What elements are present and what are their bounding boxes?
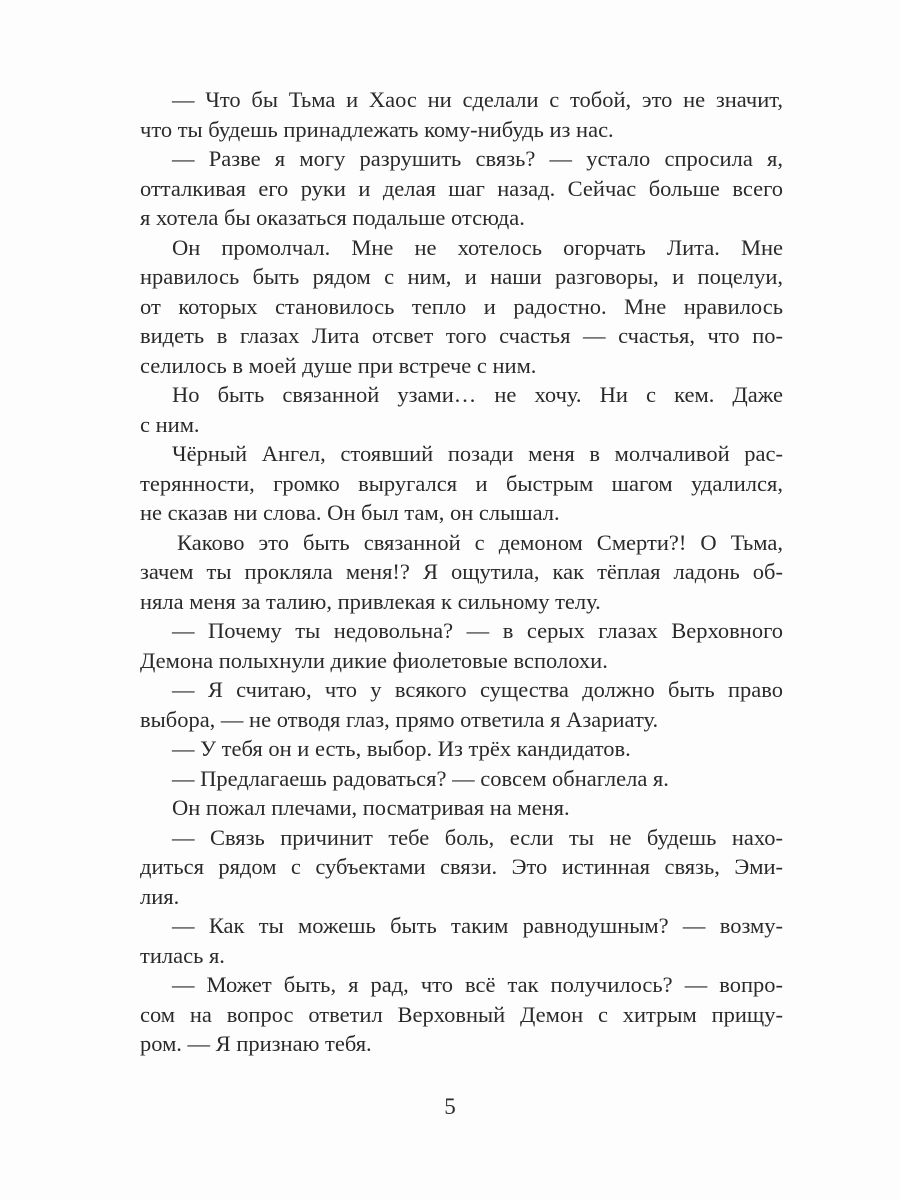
text-line: Каково это быть связанной с демоном Смерти?! О Тьма, <box>177 529 783 555</box>
text-line: — У тебя он и есть, выбор. Из трёх кандидатов. <box>172 736 631 761</box>
text-line: няла меня за талию, привлекая к сильному телу. <box>140 588 601 614</box>
text-line: я хотела бы оказаться подальше отсюда. <box>140 205 525 230</box>
text-line: с ним. <box>140 411 200 437</box>
text-line: лия. <box>140 883 180 909</box>
text-line: — Я считаю, что у всякого существа должно быть право <box>172 677 783 702</box>
page-number: 5 <box>444 1094 456 1119</box>
text-line: терянности, громко выругался и быстрым шагом удалился, <box>140 470 783 496</box>
text-line: тилась я. <box>140 942 225 968</box>
text-line: не сказав ни слова. Он был там, он слышал. <box>140 500 560 525</box>
text-line: — Почему ты недовольна? — в серых глазах Верховного <box>172 618 783 643</box>
text-line: Чёрный Ангел, стоявший позади меня в молчаливой рас- <box>172 441 783 466</box>
text-line: — Может быть, я рад, что всё так получилось? — вопро- <box>172 972 783 997</box>
text-line: — Связь причинит тебе боль, если ты не будешь нахо- <box>172 824 783 850</box>
text-line: что ты будешь принадлежать кому-нибудь из нас. <box>140 116 614 142</box>
text-line: ром. — Я признаю тебя. <box>140 1031 372 1056</box>
text-line: Демона полыхнули дикие фиолетовые всполохи. <box>140 647 608 673</box>
text-line: зачем ты прокляла меня!? Я ощутила, как тёплая ладонь об- <box>140 559 783 584</box>
text-line: Он пожал плечами, посматривая на меня. <box>172 795 570 820</box>
text-line: нравилось быть рядом с ним, и наши разговоры, и поцелуи, <box>140 264 783 289</box>
text-line: — Что бы Тьма и Хаос ни сделали с тобой, это не значит, <box>172 87 783 112</box>
text-line: сом на вопрос ответил Верховный Демон с хитрым прищу- <box>140 1001 783 1027</box>
text-line: селилось в моей душе при встрече с ним. <box>140 352 537 378</box>
body-text <box>140 85 783 1059</box>
text-line: от которых становилось тепло и радостно. Мне нравилось <box>140 293 783 319</box>
text-line: отталкивая его руки и делая шаг назад. Сейчас больше всего <box>140 175 783 201</box>
text-line: Но быть связанной узами… не хочу. Ни с кем. Даже <box>172 382 783 407</box>
text-line: видеть в глазах Лита отсвет того счастья — счастья, что по- <box>140 323 783 348</box>
text-line: — Предлагаешь радоваться? — совсем обнаглела я. <box>172 765 669 791</box>
text-line: диться рядом с субъектами связи. Это истинная связь, Эми- <box>140 854 783 879</box>
text-line: — Как ты можешь быть таким равнодушным? — возму- <box>172 913 783 938</box>
text-line: — Разве я могу разрушить связь? — устало спросила я, <box>172 146 783 171</box>
text-line: Он промолчал. Мне не хотелось огорчать Лита. Мне <box>172 234 783 260</box>
text-line: выбора, — не отводя глаз, прямо ответила я Азариату. <box>140 706 659 732</box>
